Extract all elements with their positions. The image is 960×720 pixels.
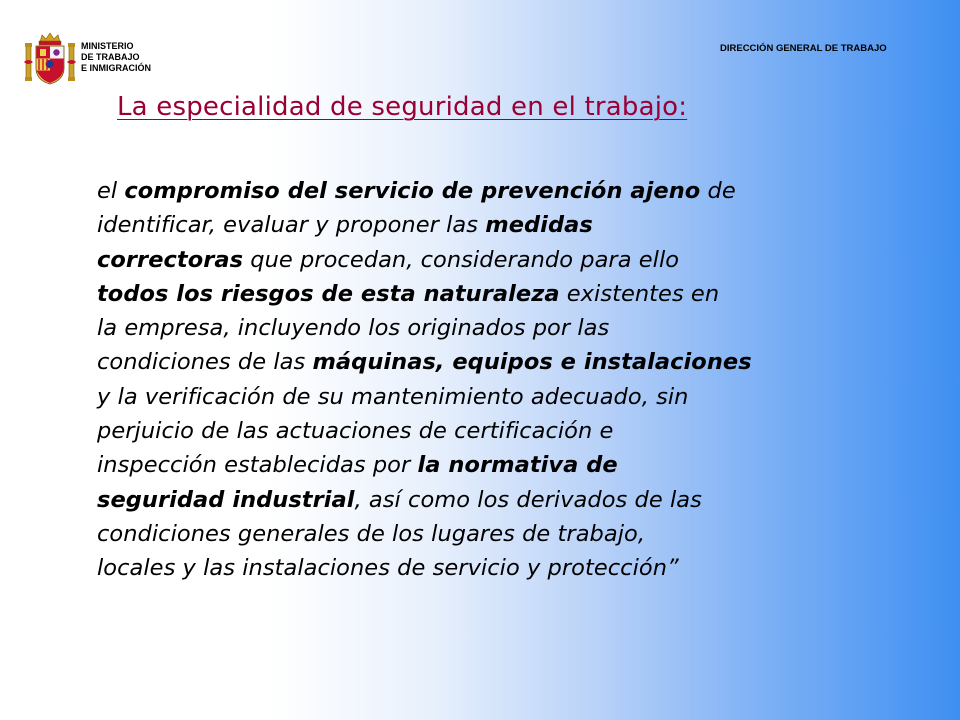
body-text <box>97 174 897 586</box>
body-line <box>97 174 897 208</box>
body-line <box>97 345 897 379</box>
body-emphasis: seguridad industrial <box>97 486 355 513</box>
body-segment: de <box>700 178 736 204</box>
body-emphasis: la normativa de <box>417 452 618 479</box>
body-line <box>97 208 897 242</box>
body-line <box>97 243 897 277</box>
body-emphasis: correctoras <box>97 246 244 273</box>
body-line <box>97 517 897 551</box>
body-emphasis: máquinas, equipos e instalaciones <box>312 349 752 376</box>
body-segment: locales y las instalaciones de servicio y protección” <box>97 555 679 582</box>
slide-title: La especialidad de seguridad en el trabajo: <box>117 92 688 122</box>
ministry-name <box>81 41 151 74</box>
body-line <box>97 551 897 585</box>
body-segment: identificar, evaluar y proponer las <box>97 212 486 239</box>
body-line <box>97 414 897 448</box>
body-emphasis: compromiso del servicio de prevención ajeno <box>124 178 701 204</box>
body-line <box>97 380 897 414</box>
body-segment: y la verificación de su mantenimiento adecuado, sin <box>97 383 689 410</box>
body-segment: , así como los derivados de las <box>354 486 702 513</box>
body-segment: condiciones generales de los lugares de trabajo, <box>97 520 646 547</box>
body-segment: condiciones de las <box>97 349 313 376</box>
ministry-line-3: E INMIGRACIÓN <box>81 63 152 73</box>
body-line <box>97 277 897 311</box>
body-segment: el <box>97 178 125 204</box>
body-line <box>97 448 897 482</box>
body-emphasis: todos los riesgos de esta naturaleza <box>97 280 560 307</box>
body-segment: inspección establecidas por <box>97 452 418 479</box>
body-line <box>97 483 897 517</box>
ministry-line-1: MINISTERIO <box>81 41 134 51</box>
body-emphasis: medidas <box>485 212 593 239</box>
body-segment: perjuicio de las actuaciones de certificación e <box>97 418 614 445</box>
spain-coat-of-arms-icon <box>24 32 76 86</box>
body-segment: que procedan, considerando para ello <box>243 246 680 273</box>
body-segment: la empresa, incluyendo los originados por las <box>97 315 610 342</box>
body-segment: existentes en <box>559 280 720 307</box>
direccion-label: DIRECCIÓN GENERAL DE TRABAJO <box>720 43 887 54</box>
ministry-line-2: DE TRABAJO <box>81 52 140 62</box>
body-line <box>97 311 897 345</box>
